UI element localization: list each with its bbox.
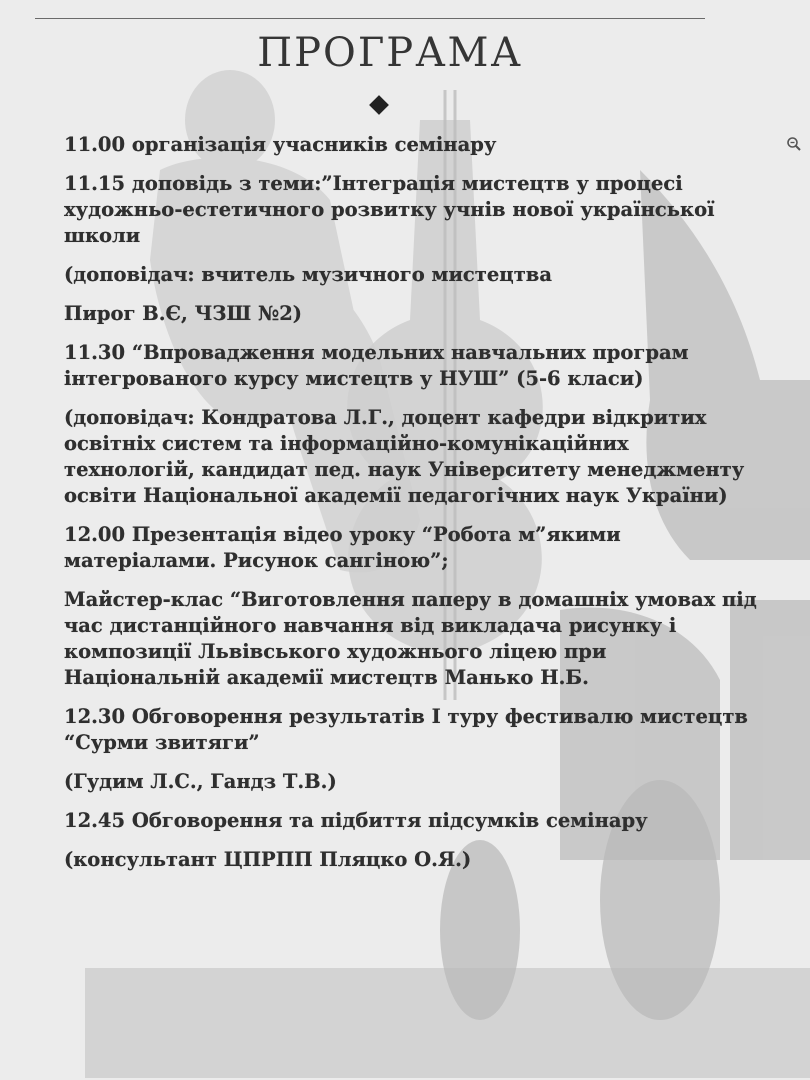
program-item: 12.00 Презентація відео уроку “Робота м”якими матеріалами. Рисунок сангіною”; xyxy=(64,523,621,572)
program-item: 11.15 доповідь з теми:”Інтеграція мистецтв у процесі художньо-естетичного розвитку учнів нової української школи xyxy=(64,172,715,247)
program-list xyxy=(64,132,764,886)
magnifier-icon[interactable] xyxy=(786,136,802,152)
top-divider xyxy=(35,18,705,19)
program-item: (доповідач: вчитель музичного мистецтва xyxy=(64,263,552,286)
program-item: Майстер-клас “Виготовлення паперу в домашніх умовах під час дистанційного навчання від викладача рисунку і композиції Львівського художнього ліцею при Національній академії мистецтв Манько Н.Б. xyxy=(64,588,757,689)
program-item: (консультант ЦПРПП Пляцко О.Я.) xyxy=(64,848,472,871)
program-item: Пирог В.Є, ЧЗШ №2) xyxy=(64,302,302,325)
page-title: ПРОГРАМА xyxy=(257,30,523,76)
program-item: (Гудим Л.С., Гандз Т.В.) xyxy=(64,770,337,793)
program-item: 12.30 Обговорення результатів І туру фестивалю мистецтв “Сурми звитяги” xyxy=(64,705,748,754)
program-item: (доповідач: Кондратова Л.Г., доцент кафедри відкритих освітніх систем та інформаційно-комунікаційних технологій, кандидат пед. наук Університету менеджменту освіти Національної академії педагогічних наук України) xyxy=(64,406,745,507)
program-item: 12.45 Обговорення та підбиття підсумків семінару xyxy=(64,809,648,832)
program-item: 11.30 “Впровадження модельних навчальних програм інтегрованого курсу мистецтв у НУШ” (5-6 класи) xyxy=(64,341,689,390)
program-item: 11.00 організація учасників семінару xyxy=(64,133,497,156)
